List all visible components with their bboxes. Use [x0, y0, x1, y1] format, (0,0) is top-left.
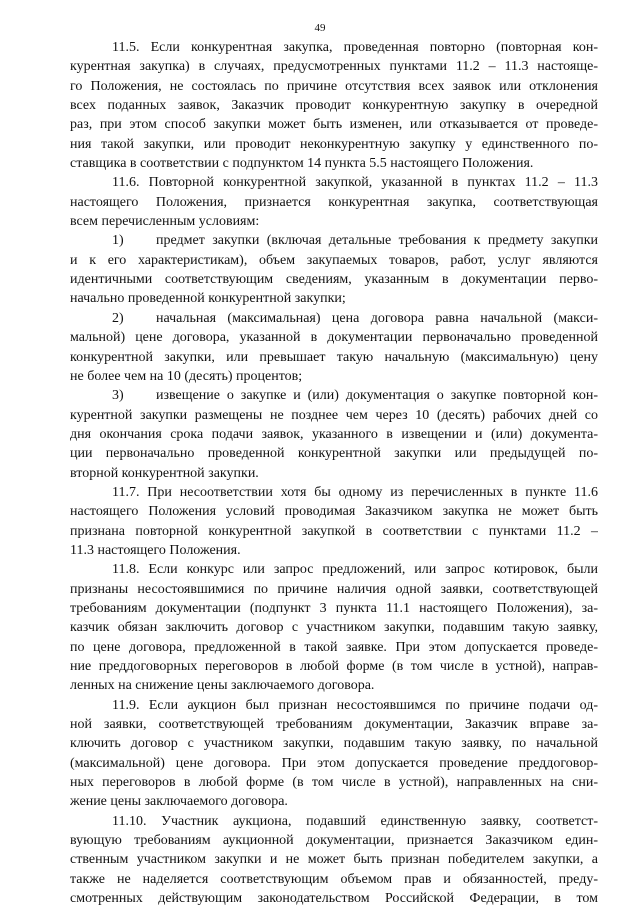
text-line — [70, 734, 598, 753]
text-line — [70, 328, 598, 347]
line-text: всем перечисленным условиям: — [70, 214, 260, 230]
line-text: всех поданных заявок, Заказчик проводит конкурентную закупку в очередной — [70, 98, 598, 114]
line-text: признана повторной конкурентной закупкой в соответствии с пунктами 11.2 – — [70, 523, 598, 539]
text-line — [70, 812, 598, 831]
line-text: ние преддоговорных переговоров в любой форме (в том числе в устной), направ- — [70, 659, 598, 674]
text-line — [70, 638, 598, 657]
line-text: 11.10. Участник аукциона, подавший единственную заявку, соответст- — [112, 813, 598, 829]
line-text: ния такой закупки, или проводит неконкурентную закупку у единственного по- — [70, 136, 598, 152]
text-line — [70, 464, 598, 483]
line-text: ции первоначально проведенной конкурентной закупки или предыдущей по- — [70, 446, 598, 462]
text-line — [70, 173, 598, 192]
line-text: го Положения, не состоялась по причине отсутствия всех заявок или отклонения — [70, 78, 598, 94]
line-text: ленных на снижение цены заключаемого договора. — [70, 678, 375, 694]
line-text: 11.8. Если конкурс или запрос предложений, или запрос котировок, были — [112, 562, 598, 578]
line-text: 11.5. Если конкурентная закупка, проведенная повторно (повторная кон- — [112, 40, 598, 55]
text-line — [70, 96, 598, 115]
text-line — [70, 618, 598, 637]
line-text: дня окончания срока подачи заявок, указанного в извещении и (или) документа- — [70, 426, 598, 442]
line-text: мальной) цене договора, указанной в документации первоначально проведенной — [70, 330, 598, 346]
text-line — [70, 193, 598, 212]
text-line — [70, 850, 598, 869]
text-line — [70, 444, 598, 463]
text-line — [70, 560, 598, 579]
line-text: также не наделяется соответствующим объемом прав и обязанностей, преду- — [70, 871, 598, 887]
line-text: курентной закупки размещены не позднее чем через 10 (десять) рабочих дней со — [70, 407, 598, 423]
line-text: идентичными соответствующим сведениям, указанным в документации перво- — [70, 272, 598, 288]
line-text: раз, при этом способ закупки может быть изменен, или отказывается от проведе- — [70, 117, 598, 133]
text-line — [70, 889, 598, 908]
document-body — [70, 38, 598, 908]
line-text: предмет закупки (включая детальные требования к предмету закупки — [156, 233, 598, 249]
line-text: ставщика в соответствии с подпунктом 14 пункта 5.5 настоящего Положения. — [70, 156, 534, 172]
line-text: извещение о закупке и (или) документация о закупке повторной кон- — [156, 388, 598, 404]
text-line — [70, 231, 598, 250]
line-text: конкурентной закупки, или превышает такую начальную (максимальную) цену — [70, 349, 598, 365]
line-text: 11.9. Если аукцион был признан несостоявшимся по причине подачи од- — [112, 697, 598, 713]
text-line — [70, 386, 598, 405]
text-line — [70, 135, 598, 154]
text-line — [70, 792, 598, 811]
line-text: 11.7. При несоответствии хотя бы одному из перечисленных в пункте 11.6 — [112, 484, 598, 500]
text-line — [70, 348, 598, 367]
text-line — [70, 483, 598, 502]
line-text: признаны несостоявшимися по причине наличия одной заявки, соответствующей — [70, 581, 598, 597]
line-text: по цене договора, предложенной в такой заявке. При этом допускается проведе- — [70, 639, 598, 655]
text-line — [70, 502, 598, 521]
text-line — [70, 154, 598, 173]
line-text: ной заявки, соответствующей требованиям документации, Заказчик вправе за- — [70, 717, 598, 733]
line-text: (максимальной) цене договора. При этом допускается проведение преддоговор- — [70, 755, 598, 771]
text-line — [70, 696, 598, 715]
line-text: требованиям документации (подпункт 3 пункта 11.1 настоящего Положения), за- — [70, 600, 598, 616]
text-line — [70, 831, 598, 850]
text-line — [70, 754, 598, 773]
line-text: начальная (максимальная) цена договора равна начальной (макси- — [156, 310, 598, 326]
text-line — [70, 870, 598, 889]
text-line — [70, 38, 598, 57]
list-number: 1) — [112, 233, 124, 249]
text-line — [70, 599, 598, 618]
list-number: 3) — [112, 388, 124, 404]
text-line — [70, 289, 598, 308]
line-text: смотренных действующим законодательством Российской Федерации, в том — [70, 891, 598, 907]
text-line — [70, 212, 598, 231]
line-text: курентная закупка) в случаях, предусмотренных пунктами 11.2 – 11.3 настояще- — [70, 59, 598, 75]
text-line — [70, 657, 598, 676]
line-text: казчик обязан заключить договор с участником закупки, подавшим такую заявку, — [70, 620, 598, 636]
line-text: и к его характеристикам), объем закупаемых товаров, работ, услуг являются — [70, 252, 598, 268]
line-text: 11.3 настоящего Положения. — [70, 542, 241, 558]
text-line — [70, 541, 598, 560]
line-text: настоящего Положения, признается конкурентная закупка, соответствующая — [70, 194, 598, 210]
text-line — [70, 522, 598, 541]
text-line — [70, 309, 598, 328]
text-line — [70, 367, 598, 386]
text-line — [70, 580, 598, 599]
line-text: не более чем на 10 (десять) процентов; — [70, 368, 303, 384]
text-line — [70, 425, 598, 444]
text-line — [70, 676, 598, 695]
text-line — [70, 406, 598, 425]
list-number: 2) — [112, 310, 124, 326]
text-line — [70, 115, 598, 134]
line-text: ственным участником закупки и не может быть признан победителем закупки, а — [70, 852, 598, 868]
line-text: вторной конкурентной закупки. — [70, 465, 259, 481]
text-line — [70, 77, 598, 96]
line-text: 11.6. Повторной конкурентной закупкой, указанной в пунктах 11.2 – 11.3 — [112, 175, 598, 191]
line-text: настоящего Положения условий проводимая Заказчиком закупка не может быть — [70, 504, 598, 520]
page-number: 49 — [314, 22, 326, 34]
line-text: ных переговоров в любой форме (в том числе в устной), направленных на сни- — [70, 775, 598, 791]
line-text: жение цены заключаемого договора. — [70, 794, 288, 810]
line-text: начально проведенной конкурентной закупки; — [70, 291, 346, 307]
text-line — [70, 270, 598, 289]
line-text: вующую требованиям аукционной документации, признается Заказчиком един- — [70, 833, 598, 849]
text-line — [70, 251, 598, 270]
text-line — [70, 715, 598, 734]
text-line — [70, 773, 598, 792]
line-text: ключить договор с участником закупки, подавшим такую заявку, по начальной — [70, 736, 598, 752]
text-line — [70, 57, 598, 76]
